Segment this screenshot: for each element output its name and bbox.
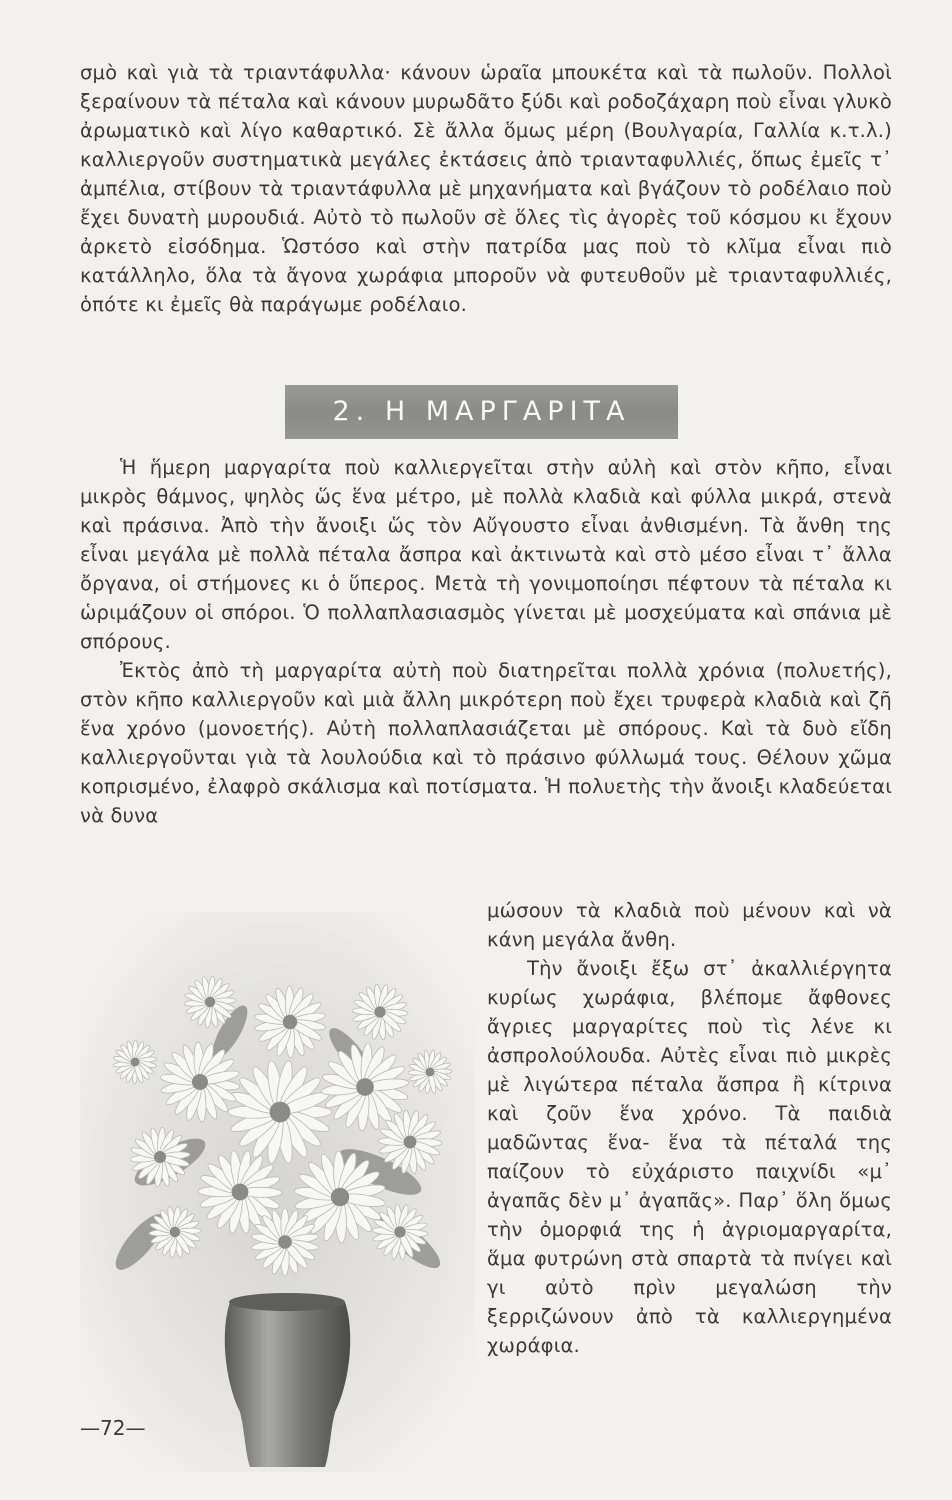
paragraph-cultivation-text: Ἐκτὸς ἀπὸ τὴ μαργαρίτα αὐτὴ ποὺ διατηρεῖται πολλὰ χρόνια (πολυετής), στὸν κῆπο καλλιεργοῦν καὶ μιὰ ἄλλη μικρότερη ποὺ ἔχει τρυφερὰ κλαδιὰ καὶ ζῆ ἕνα χρόνο (μονοετής). Αὐτὴ πολλαπλασιάζεται μὲ σπόρους. Καὶ τὰ δυὸ εἴδη καλλιεργοῦνται γιὰ τὰ λουλούδια καὶ τὸ πράσινο φύλλωμά τους. Θέλουν χῶμα κοπρισμένο, ἐλαφρὸ σκάλισμα καὶ ποτίσματα. Ἡ πολυετὴς τὴν ἄνοιξι κλαδεύεται νὰ δυνα xyxy=(80,659,892,827)
daisy-vase-illustration xyxy=(80,912,475,1472)
right-text-block xyxy=(487,896,892,1360)
top-text-block xyxy=(80,58,892,319)
paragraph-wild-margarita: Τὴν ἄνοιξι ἔξω στ᾿ ἀκαλλιέργητα κυρίως χωράφια, βλέπομε ἄφθονες ἄγριες μαργαρίτες ποὺ τὶς λένε κι ἀσπρολούλουδα. Αὐτὲς εἶναι πιὸ μικρὲς μὲ λιγώτερα πέταλα ἄσπρα ἢ κίτρινα καὶ ζοῦν ἕνα χρόνο. Τὰ παιδιὰ μαδῶντας ἕνα- ἕνα τὰ πέταλά της παίζουν τὸ εὐχάριστο παιχνίδι «μ᾿ ἀγαπᾶς δὲν μ᾿ ἀγαπᾶς». Παρ᾿ ὅλη ὅμως τὴν ὀμορφιά της ἡ ἀγριομαργαρίτα, ἅμα φυτρώνη στὰ σπαρτὰ τὰ πνίγει καὶ γι αὐτὸ πρὶν μεγαλώση τὴν ξερριζώνουν ἀπὸ τὰ καλλιεργημένα χωράφια. xyxy=(487,957,892,1357)
paragraph-cultivation-tail: μώσουν τὰ κλαδιὰ ποὺ μένουν καὶ νὰ κάνη μεγάλα ἄνθη. xyxy=(487,899,892,951)
top-paragraph: σμὸ καὶ γιὰ τὰ τριαντάφυλλα· κάνουν ὡραῖα μπουκέτα καὶ τὰ πωλοῦν. Πολλοὶ ξεραίνουν τὰ πέταλα καὶ κάνουν μυρωδᾶτο ξύδι καὶ ροδοζάχαρη ποὺ εἶναι γλυκὸ ἀρωματικὸ καὶ λίγο καθαρτικό. Σὲ ἄλλα ὅμως μέρη (Βουλγαρία, Γαλλία κ.τ.λ.) καλλιεργοῦν συστηματικὰ μεγάλες ἐκτάσεις ἀπὸ τριανταφυλλιές, ὅπως ἐμεῖς τ᾿ ἀμπέλια, στίβουν τὰ τριαντάφυλλα μὲ μηχανήματα καὶ βγάζουν τὸ ροδέλαιο ποὺ ἔχει δυνατὴ μυρουδιά. Αὐτὸ τὸ πωλοῦν σὲ ὅλες τὶς ἀγορὲς τοῦ κόσμου κι ἔχουν ἀρκετὸ εἰσόδημα. Ὡστόσο καὶ στὴν πατρίδα μας ποὺ τὸ κλῖμα εἶναι πιὸ κατάλληλο, ὅλα τὰ ἄγονα χωράφια μποροῦν νὰ φυτευθοῦν μὲ τριανταφυλλιές, ὁπότε κι ἐμεῖς θὰ παράγωμε ροδέλαιο. xyxy=(80,61,892,316)
main-text-block xyxy=(80,453,892,830)
paragraph-margarita-description: Ἡ ἥμερη μαργαρίτα ποὺ καλλιεργεῖται στὴν αὐλὴ καὶ στὸν κῆπο, εἶναι μικρὸς θάμνος, ψηλὸς ὥς ἕνα μέτρο, μὲ πολλὰ κλαδιὰ καὶ φύλλα μικρά, στενὰ καὶ πράσινα. Ἀπὸ τὴν ἄνοιξι ὥς τὸν Αὔγουστο εἶναι ἀνθισμένη. Τὰ ἄνθη της εἶναι μεγάλα μὲ πολλὰ πέταλα ἄσπρα καὶ ἀκτινωτὰ καὶ στὸ μέσο εἶναι τ᾿ ἄλλα ὄργανα, οἱ στήμονες κι ὁ ὕπερος. Μετὰ τὴ γονιμοποίησι πέφτουν τὰ πέταλα κι ὡριμάζουν οἱ σπόροι. Ὁ πολλαπλασιασμὸς γίνεται μὲ μοσχεύματα καὶ σπάνια μὲ σπόρους. xyxy=(80,456,892,653)
page-number: —72— xyxy=(80,1416,146,1440)
paragraph-margarita-cultivation xyxy=(80,656,892,830)
section-heading: 2. Η ΜΑΡΓΑΡΙΤΑ xyxy=(285,385,678,439)
